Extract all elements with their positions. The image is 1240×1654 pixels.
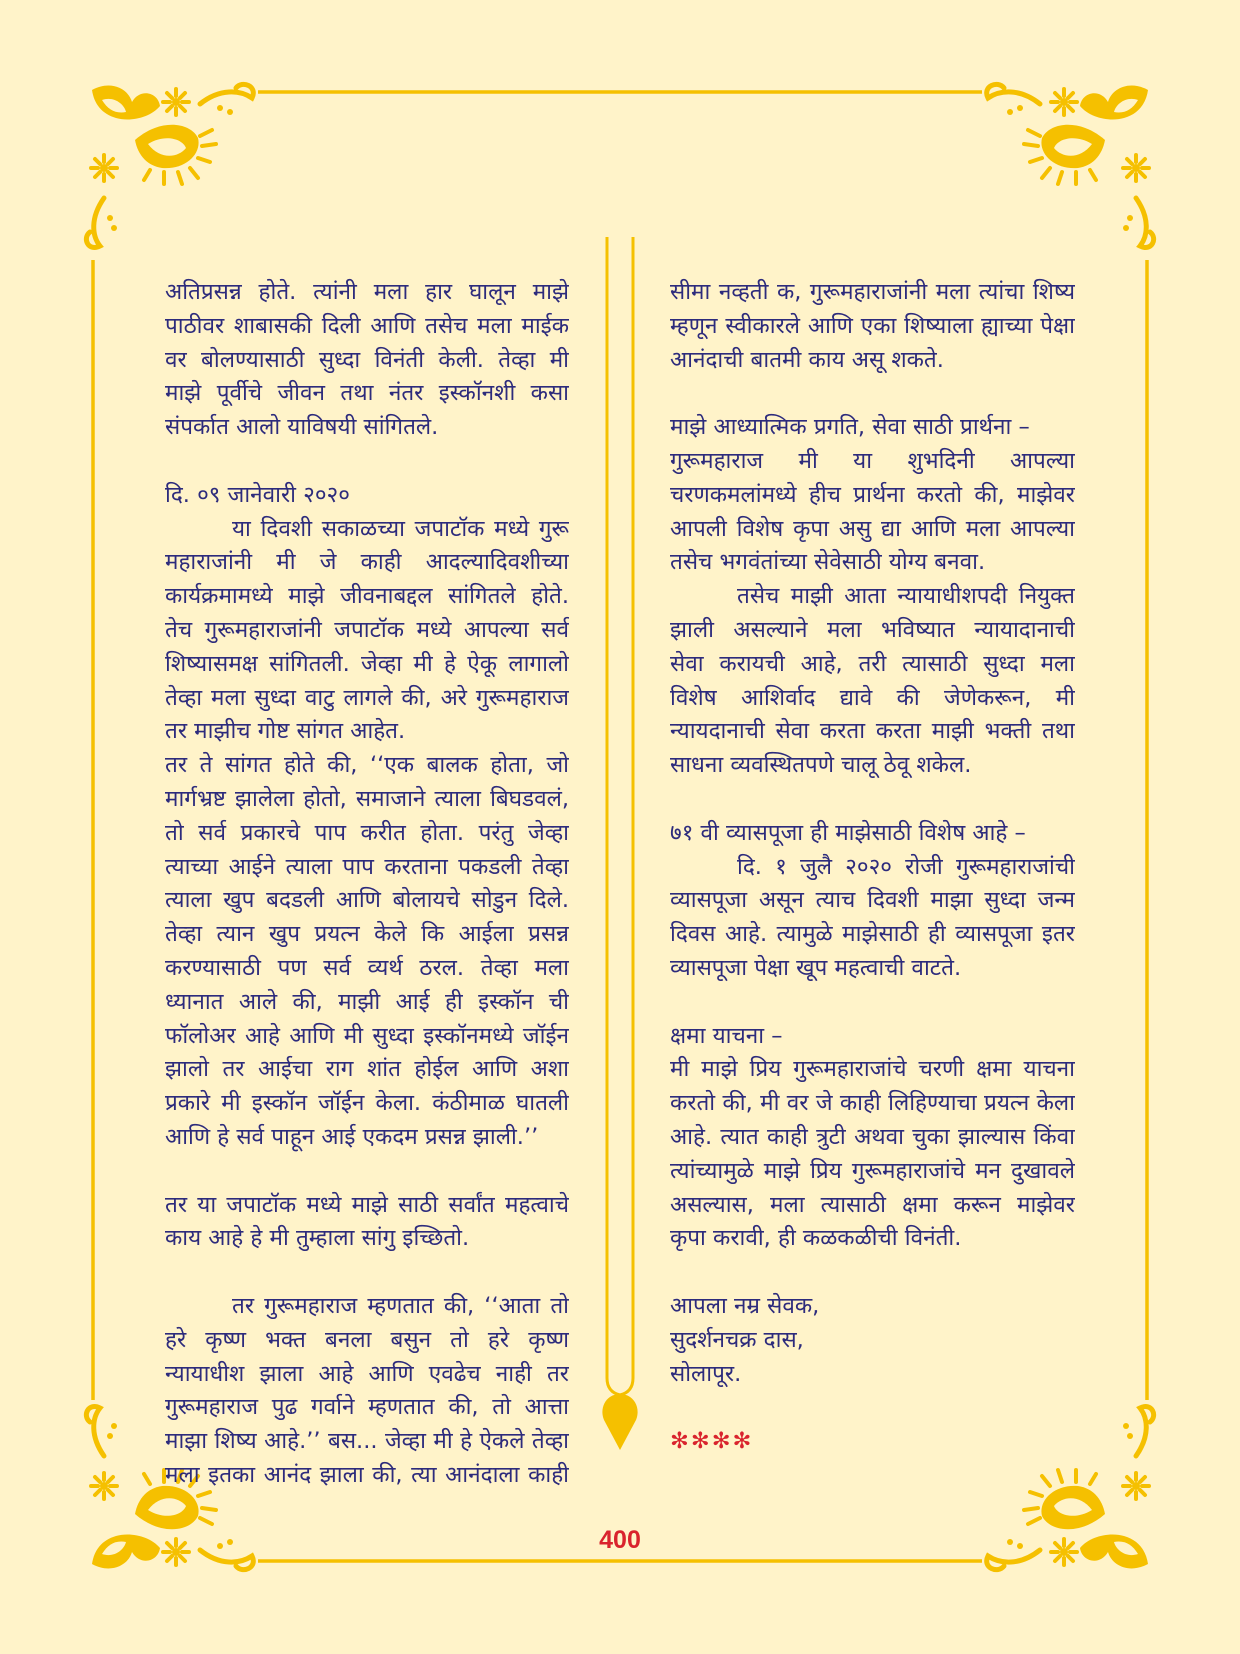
text-line: सेवा करायची आहे, तरी त्यासाठी सुध्दा मला <box>670 650 1075 677</box>
text-line: न्यायाधीश झाला आहे आणि एवढेच नाही तर <box>165 1360 569 1387</box>
text-line: तर या जपाटॉक मध्ये माझे साठी सर्वांत महत्वाचे <box>165 1191 569 1218</box>
text-line: तसेच माझी आता न्यायाधीशपदी नियुक्त <box>737 583 1075 610</box>
text-line: तो सर्व प्रकारचे पाप करीत होता. परंतु जेव्हा <box>165 819 569 846</box>
teardrop-pendant <box>602 1394 637 1450</box>
text-line: शिष्यासमक्ष सांगितली. जेव्हा मी हे ऐकू लागालो <box>165 650 569 677</box>
text-line: मी माझे प्रिय गुरूमहाराजांचे चरणी क्षमा याचना <box>670 1056 1075 1083</box>
text-line: माझे पूर्वीचे जीवन तथा नंतर इस्कॉनशी कसा <box>165 380 569 407</box>
corner-ornament-top-right <box>987 84 1154 247</box>
paragraph-spacer <box>670 1256 1075 1290</box>
text-line: झाली असल्याने मला भविष्यात न्यायादानाची <box>670 616 1075 643</box>
text-line: तेव्हा मला सुध्दा वाटु लागले की, अरे गुरूमहाराज <box>165 684 569 711</box>
text-line: त्याच्या आईने त्याला पाप करताना पकडली तेव्हा <box>165 853 569 880</box>
text-line: विशेष आशिर्वाद द्यावे की जेणेकरून, मी <box>670 684 1075 711</box>
section-heading: सुदर्शनचक्र दास, <box>670 1326 804 1353</box>
text-line: दि. १ जुलै २०२० रोजी गुरूमहाराजांची <box>737 853 1075 880</box>
text-line: अतिप्रसन्न होते. त्यांनी मला हार घालून माझे <box>165 279 569 305</box>
right-column <box>670 276 1075 1459</box>
text-line: चरणकमलांमध्ये हीच प्रार्थना करतो की, माझेवर <box>670 481 1075 508</box>
text-line: सीमा नव्हती क, गुरूमहाराजांनी मला त्यांचा शिष्य <box>670 279 1075 305</box>
column-divider <box>602 237 637 1450</box>
text-line: तर माझीच गोष्ट सांगत आहेत. <box>165 718 406 745</box>
text-line: काय आहे हे मी तुम्हाला सांगु इच्छितो. <box>165 1225 470 1252</box>
section-heading: सोलापूर. <box>670 1360 742 1387</box>
paragraph-spacer <box>670 783 1075 817</box>
paragraph-spacer <box>165 1256 569 1290</box>
text-line: संपर्कात आलो याविषयी सांगितले. <box>165 414 439 441</box>
text-line: आनंदाची बातमी काय असू शकते. <box>670 346 944 373</box>
text-line: फॉलोअर आहे आणि मी सुध्दा इस्कॉनमध्ये जॉईन <box>165 1022 569 1049</box>
text-line: गुरूमहाराज मी या शुभदिनी आपल्या <box>670 447 1075 474</box>
text-line: दिवस आहे. त्यामुळे माझेसाठी ही व्यासपूजा इतर <box>670 921 1075 948</box>
page-number: 400 <box>599 1526 641 1554</box>
text-line: मला इतका आनंद झाला की, त्या आनंदाला काही <box>165 1461 569 1488</box>
text-line: आहे. त्यात काही त्रुटी अथवा चुका झाल्यास किंवा <box>670 1123 1075 1150</box>
text-line: प्रकारे मी इस्कॉन जॉईन केला. कंठीमाळ घातली <box>165 1090 569 1117</box>
text-line: आणि हे सर्व पाहून आई एकदम प्रसन्न झाली.’’ <box>165 1123 539 1150</box>
text-line: न्यायदानाची सेवा करता करता माझी भक्ती तथा <box>670 718 1075 745</box>
text-line: गुरूमहाराज पुढ गर्वाने म्हणतात की, तो आत्ता <box>165 1394 569 1421</box>
text-line: वर बोलण्यासाठी सुध्दा विनंती केली. तेव्हा मी <box>165 346 569 373</box>
text-line: कृपा करावी, ही कळकळीची विनंती. <box>670 1225 962 1252</box>
end-stars: ✻✻✻✻ <box>670 1428 754 1455</box>
text-line: करण्यासाठी पण सर्व व्यर्थ ठरल. तेव्हा मला <box>165 954 569 981</box>
text-line: साधना व्यवस्थितपणे चालू ठेवू शकेल. <box>670 752 972 779</box>
paragraph-spacer <box>165 1155 569 1189</box>
text-line: हरे कृष्ण भक्त बनला बसुन तो हरे कृष्ण <box>165 1326 569 1353</box>
paragraph-spacer <box>670 1391 1075 1425</box>
section-heading: माझे आध्यात्मिक प्रगति, सेवा साठी प्रार्थना – <box>670 414 1030 441</box>
left-column <box>165 276 569 1493</box>
text-line: झालो तर आईचा राग शांत होईल आणि अशा <box>165 1056 569 1083</box>
text-line: म्हणून स्वीकारले आणि एका शिष्याला ह्याच्या पेक्षा <box>670 312 1075 339</box>
section-heading: ७१ वी व्यासपूजा ही माझेसाठी विशेष आहे – <box>670 819 1026 846</box>
text-line: तेव्हा त्यान खुप प्रयत्न केले कि आईला प्रसन्न <box>165 921 569 948</box>
text-line: माझा शिष्य आहे.’’ बस... जेव्हा मी हे ऐकले तेव्हा <box>165 1428 569 1455</box>
text-line: तेच गुरूमहाराजांनी जपाटॉक मध्ये आपल्या सर्व <box>165 616 569 643</box>
text-line: या दिवशी सकाळच्या जपाटॉक मध्ये गुरू <box>232 515 569 542</box>
text-line: त्यांच्यामुळे माझे प्रिय गुरूमहाराजांचे मन दुखावले <box>670 1157 1075 1184</box>
text-line: ध्यानात आले की, माझी आई ही इस्कॉन ची <box>165 988 569 1015</box>
text-line: व्यासपूजा असून त्याच दिवशी माझा सुध्दा जन्म <box>670 887 1075 914</box>
text-line: मार्गभ्रष्ट झालेला होतो, समाजाने त्याला बिघडवलं, <box>165 785 569 812</box>
section-heading: क्षमा याचना – <box>670 1022 783 1049</box>
text-line: आपली विशेष कृपा असु द्या आणि मला आपल्या <box>670 515 1075 542</box>
paragraph-spacer <box>670 986 1075 1020</box>
text-line: महाराजांनी मी जे काही आदल्यादिवशीच्या <box>165 549 569 576</box>
text-line: करतो की, मी वर जे काही लिहिण्याचा प्रयत्न केला <box>670 1090 1075 1117</box>
text-line: तर गुरूमहाराज म्हणतात की, ‘‘आता तो <box>232 1292 569 1319</box>
text-line: तर ते सांगत होते की, ‘‘एक बालक होता, जो <box>165 752 569 779</box>
text-line: तसेच भगवंतांच्या सेवेसाठी योग्य बनवा. <box>670 549 986 576</box>
section-heading: दि. ०९ जानेवारी २०२० <box>165 481 350 508</box>
paragraph-spacer <box>670 377 1075 411</box>
paragraph-spacer <box>165 445 569 479</box>
section-heading: आपला नम्र सेवक, <box>670 1292 820 1319</box>
text-line: कार्यक्रमामध्ये माझे जीवनाबद्दल सांगितले होते. <box>165 583 569 610</box>
text-line: पाठीवर शाबासकी दिली आणि तसेच मला माईक <box>165 312 569 339</box>
text-line: त्याला खुप बदडली आणि बोलायचे सोडुन दिले. <box>165 887 569 914</box>
text-line: असल्यास, मला त्यासाठी क्षमा करून माझेवर <box>670 1191 1075 1218</box>
text-line: व्यासपूजा पेक्षा खूप महत्वाची वाटते. <box>670 954 962 981</box>
corner-ornament-top-left <box>86 84 253 247</box>
